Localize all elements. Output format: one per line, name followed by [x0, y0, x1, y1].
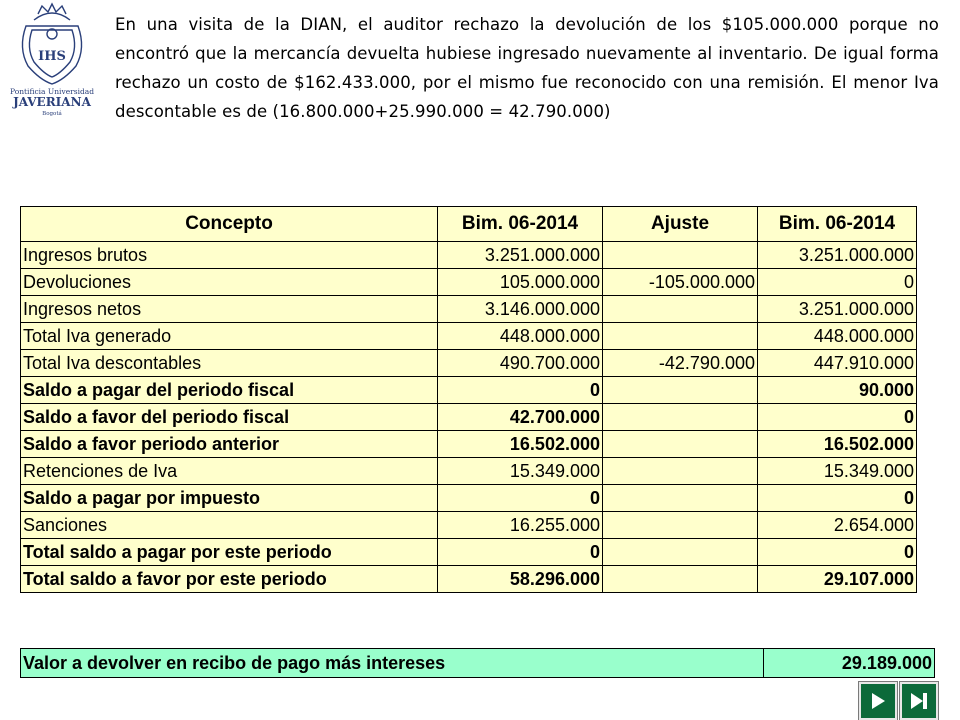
cell-ajuste	[603, 539, 758, 566]
javeriana-logo	[4, 0, 100, 118]
cell-concepto: Total saldo a pagar por este periodo	[21, 539, 438, 566]
cell-ajuste: -105.000.000	[603, 269, 758, 296]
table-row	[21, 296, 917, 323]
table-row	[21, 377, 917, 404]
table-header-row	[21, 207, 917, 242]
table-row	[21, 539, 917, 566]
cell-ajuste	[603, 458, 758, 485]
cell-bim-1: 3.251.000.000	[438, 242, 603, 269]
header-ajuste: Ajuste	[603, 207, 758, 242]
cell-concepto: Total Iva generado	[21, 323, 438, 350]
cell-ajuste	[603, 431, 758, 458]
cell-bim-2: 0	[758, 269, 917, 296]
next-button[interactable]	[859, 682, 897, 720]
header-concepto: Concepto	[21, 207, 438, 242]
table-row	[21, 350, 917, 377]
cell-bim-1: 16.255.000	[438, 512, 603, 539]
cell-bim-2: 448.000.000	[758, 323, 917, 350]
cell-ajuste	[603, 377, 758, 404]
cell-bim-1: 0	[438, 377, 603, 404]
cell-bim-1: 3.146.000.000	[438, 296, 603, 323]
iva-table	[20, 206, 917, 593]
cell-concepto: Devoluciones	[21, 269, 438, 296]
header-bim-2: Bim. 06-2014	[758, 207, 917, 242]
cell-concepto: Ingresos netos	[21, 296, 438, 323]
cell-ajuste: -42.790.000	[603, 350, 758, 377]
cell-bim-2: 447.910.000	[758, 350, 917, 377]
cell-bim-1: 0	[438, 485, 603, 512]
cell-bim-1: 15.349.000	[438, 458, 603, 485]
cell-bim-1: 16.502.000	[438, 431, 603, 458]
cell-ajuste	[603, 512, 758, 539]
cell-bim-1: 0	[438, 539, 603, 566]
table-row	[21, 512, 917, 539]
next-icon	[868, 691, 888, 711]
cell-bim-2: 3.251.000.000	[758, 296, 917, 323]
cell-bim-1: 105.000.000	[438, 269, 603, 296]
cell-bim-2: 2.654.000	[758, 512, 917, 539]
logo-monogram: IHS	[38, 49, 66, 64]
cell-concepto: Sanciones	[21, 512, 438, 539]
intro-paragraph: En una visita de la DIAN, el auditor rechazo la devolución de los $105.000.000 porque no encontró que la mercancía devuelta hubiese ingresado nuevamente al inventario. De igual forma rechazo un costo de $162.433.000, por el mismo fue reconocido con una remisión. El menor Iva descontable es de (16.800.000+25.990.000 = 42.790.000)	[115, 15, 939, 121]
cell-concepto: Total Iva descontables	[21, 350, 438, 377]
table-row	[21, 458, 917, 485]
logo-line2: JAVERIANA	[13, 95, 91, 109]
total-label: Valor a devolver en recibo de pago más intereses	[21, 649, 764, 678]
total-table	[20, 648, 935, 678]
cell-ajuste	[603, 323, 758, 350]
table-row	[21, 431, 917, 458]
cell-ajuste	[603, 296, 758, 323]
cell-bim-2: 3.251.000.000	[758, 242, 917, 269]
cell-concepto: Saldo a pagar por impuesto	[21, 485, 438, 512]
cell-ajuste	[603, 404, 758, 431]
cell-bim-2: 0	[758, 539, 917, 566]
cell-bim-2: 15.349.000	[758, 458, 917, 485]
end-icon	[909, 691, 929, 711]
header-bim-1: Bim. 06-2014	[438, 207, 603, 242]
cell-bim-2: 16.502.000	[758, 431, 917, 458]
total-row	[21, 649, 935, 678]
cell-bim-2: 90.000	[758, 377, 917, 404]
cell-bim-1: 448.000.000	[438, 323, 603, 350]
table-row	[21, 242, 917, 269]
total-value: 29.189.000	[764, 649, 935, 678]
table-row	[21, 323, 917, 350]
table-row	[21, 566, 917, 593]
logo-line1: Pontificia Universidad	[9, 87, 95, 96]
cell-bim-1: 490.700.000	[438, 350, 603, 377]
table-body	[21, 242, 917, 593]
cell-bim-2: 29.107.000	[758, 566, 917, 593]
cell-concepto: Saldo a pagar del periodo fiscal	[21, 377, 438, 404]
cell-concepto: Saldo a favor periodo anterior	[21, 431, 438, 458]
cell-concepto: Retenciones de Iva	[21, 458, 438, 485]
end-button[interactable]	[900, 682, 938, 720]
logo-line3: Bogotá	[42, 111, 62, 117]
cell-ajuste	[603, 242, 758, 269]
cell-ajuste	[603, 485, 758, 512]
cell-bim-1: 42.700.000	[438, 404, 603, 431]
cell-bim-1: 58.296.000	[438, 566, 603, 593]
cell-concepto: Ingresos brutos	[21, 242, 438, 269]
table-row	[21, 269, 917, 296]
cell-bim-2: 0	[758, 404, 917, 431]
cell-ajuste	[603, 566, 758, 593]
cell-concepto: Saldo a favor del periodo fiscal	[21, 404, 438, 431]
cell-bim-2: 0	[758, 485, 917, 512]
cell-concepto: Total saldo a favor por este periodo	[21, 566, 438, 593]
table-row	[21, 404, 917, 431]
table-row	[21, 485, 917, 512]
